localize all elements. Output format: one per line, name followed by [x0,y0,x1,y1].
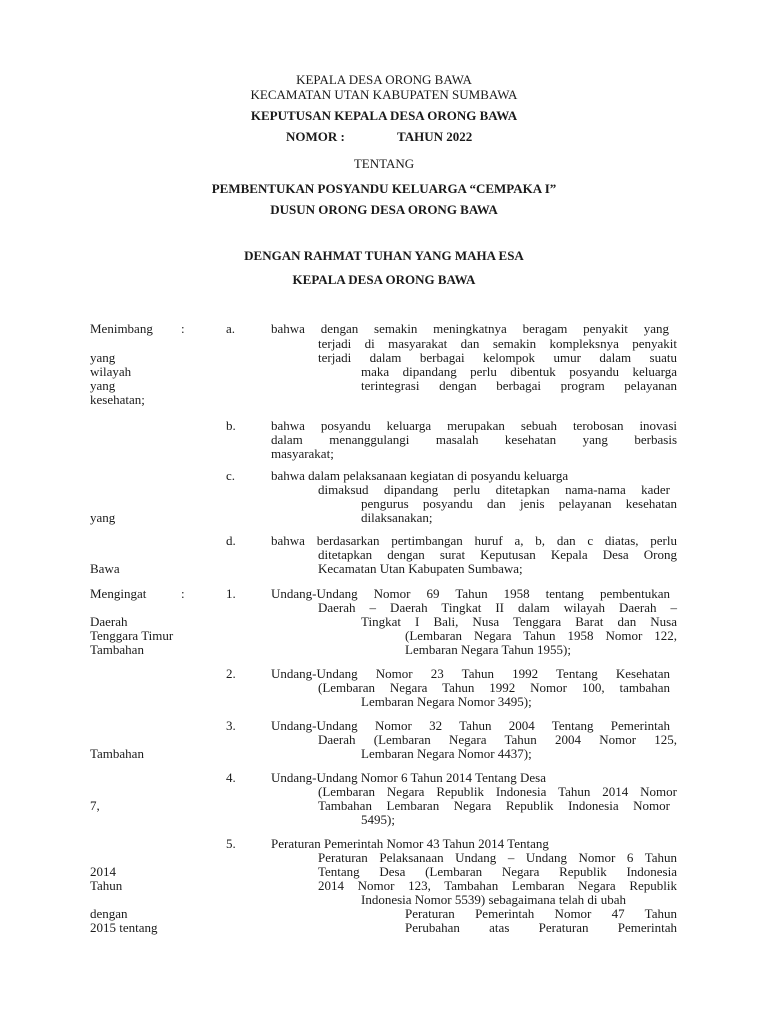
menimbang-left-word: yang [90,350,116,365]
menimbang-d-left-word: Bawa [90,561,120,576]
menimbang-b-line-3: masyarakat; [271,446,334,461]
mengingat-2-line-1: Undang-Undang Nomor 23 Tahun 1992 Tentang Kesehatan [271,666,670,681]
mengingat-label: Mengingat [90,586,147,601]
mengingat-1-line-1: Undang-Undang Nomor 69 Tahun 1958 tentang pembentukan [271,586,670,601]
menimbang-left-word: yang [90,378,116,393]
mengingat-3-line-3: Lembaran Negara Nomor 4437); [361,746,532,761]
mengingat-4-left-word: 7, [90,798,100,813]
mengingat-2-line-2: (Lembaran Negara Tahun 1992 Nomor 100, tambahan [318,680,670,695]
mengingat-1-left-word: Tambahan [90,642,144,657]
mengingat-1-line-5: Lembaran Negara Tahun 1955); [405,642,571,657]
mengingat-1-line-4: (Lembaran Negara Tahun 1958 Nomor 122, [405,628,677,643]
mengingat-3-line-1: Undang-Undang Nomor 32 Tahun 2004 Tentang Pemerintah [271,718,670,733]
mengingat-5-line-1: Peraturan Pemerintah Nomor 43 Tahun 2014 Tentang [271,836,549,851]
menimbang-mark-c: c. [226,468,236,483]
subject-line-2: DUSUN ORONG DESA ORONG BAWA [270,202,498,217]
header-village-head: KEPALA DESA ORONG BAWA [296,72,472,87]
mengingat-5-line-2: Peraturan Pelaksanaan Undang – Undang Nomor 6 Tahun [318,850,677,865]
menimbang-a-line-1: bahwa dengan semakin meningkatnya beragam penyakit yang [271,321,669,336]
header-district: KECAMATAN UTAN KABUPATEN SUMBAWA [250,87,518,102]
decree-year: TAHUN 2022 [397,129,473,144]
mengingat-1-left-word: Tenggara Timur [90,628,174,643]
mengingat-5-left-word: 2015 tentang [90,920,158,935]
menimbang-a-line-4: maka dipandang perlu dibentuk posyandu keluarga [361,364,677,379]
tentang-heading: TENTANG [353,156,415,171]
mengingat-mark-2: 2. [226,666,236,681]
mengingat-5-line-7: Perubahan atas Peraturan Pemerintah [405,920,677,935]
menimbang-c-line-1: bahwa dalam pelaksanaan kegiatan di posyandu keluarga [271,468,569,483]
mengingat-mark-5: 5. [226,836,236,851]
decree-title: KEPUTUSAN KEPALA DESA ORONG BAWA [250,108,518,123]
mengingat-colon: : [181,586,185,601]
mengingat-3-left-word: Tambahan [90,746,144,761]
mengingat-mark-1: 1. [226,586,236,601]
mengingat-2-line-3: Lembaran Negara Nomor 3495); [361,694,532,709]
mengingat-4-line-4: 5495); [361,812,395,827]
kepala-desa-line: KEPALA DESA ORONG BAWA [292,272,476,287]
menimbang-a-line-3: terjadi dalam berbagai kelompok umur dalam suatu [318,350,677,365]
mengingat-5-line-3: Tentang Desa (Lembaran Negara Republik Indonesia [318,864,677,879]
mengingat-1-line-3: Tingkat I Bali, Nusa Tenggara Barat dan Nusa [361,614,677,629]
mengingat-mark-3: 3. [226,718,236,733]
mengingat-3-line-2: Daerah (Lembaran Negara Tahun 2004 Nomor 125, [318,732,677,747]
menimbang-b-line-1: bahwa posyandu keluarga merupakan sebuah terobosan inovasi [271,418,677,433]
menimbang-left-word: kesehatan; [90,392,145,407]
menimbang-mark-b: b. [226,418,236,433]
mengingat-5-left-word: dengan [90,906,128,921]
mengingat-5-left-word: 2014 [90,864,116,879]
menimbang-b-line-2: dalam menanggulangi masalah kesehatan yang berbasis [271,432,677,447]
mengingat-1-line-2: Daerah – Daerah Tingkat II dalam wilayah Daerah – [318,600,677,615]
menimbang-mark-d: d. [226,533,236,548]
mengingat-5-line-6: Peraturan Pemerintah Nomor 47 Tahun [405,906,677,921]
mengingat-5-line-5: Indonesia Nomor 5539) sebagaimana telah di ubah [361,892,626,907]
menimbang-d-line-2: ditetapkan dengan surat Keputusan Kepala Desa Orong [318,547,677,562]
menimbang-mark-a: a. [226,321,236,336]
menimbang-left-word: wilayah [90,364,132,379]
menimbang-c-line-2: dimaksud dipandang perlu ditetapkan nama-nama kader [318,482,670,497]
menimbang-a-line-5: terintegrasi dengan berbagai program pelayanan [361,378,677,393]
mengingat-5-left-word: Tahun [90,878,123,893]
mengingat-1-left-word: Daerah [90,614,128,629]
rahmat-line: DENGAN RAHMAT TUHAN YANG MAHA ESA [244,248,524,263]
mengingat-4-line-3: Tambahan Lembaran Negara Republik Indonesia Nomor [318,798,670,813]
menimbang-c-left-word: yang [90,510,116,525]
mengingat-4-line-2: (Lembaran Negara Republik Indonesia Tahun 2014 Nomor [318,784,677,799]
mengingat-4-line-1: Undang-Undang Nomor 6 Tahun 2014 Tentang Desa [271,770,546,785]
menimbang-c-line-3: pengurus posyandu dan jenis pelayanan kesehatan [361,496,677,511]
subject-line-1: PEMBENTUKAN POSYANDU KELUARGA “CEMPAKA I” [211,181,557,196]
menimbang-label: Menimbang [90,321,153,336]
decree-number-label: NOMOR : [286,129,345,144]
mengingat-5-line-4: 2014 Nomor 123, Tambahan Lembaran Negara Republik [318,878,677,893]
menimbang-d-line-1: bahwa berdasarkan pertimbangan huruf a, b, dan c diatas, perlu [271,533,677,548]
menimbang-a-line-2: terjadi di masyarakat dan semakin kompleksnya penyakit [318,336,677,351]
menimbang-c-line-4: dilaksanakan; [361,510,433,525]
mengingat-mark-4: 4. [226,770,236,785]
menimbang-colon: : [181,321,185,336]
menimbang-d-line-3: Kecamatan Utan Kabupaten Sumbawa; [318,561,523,576]
